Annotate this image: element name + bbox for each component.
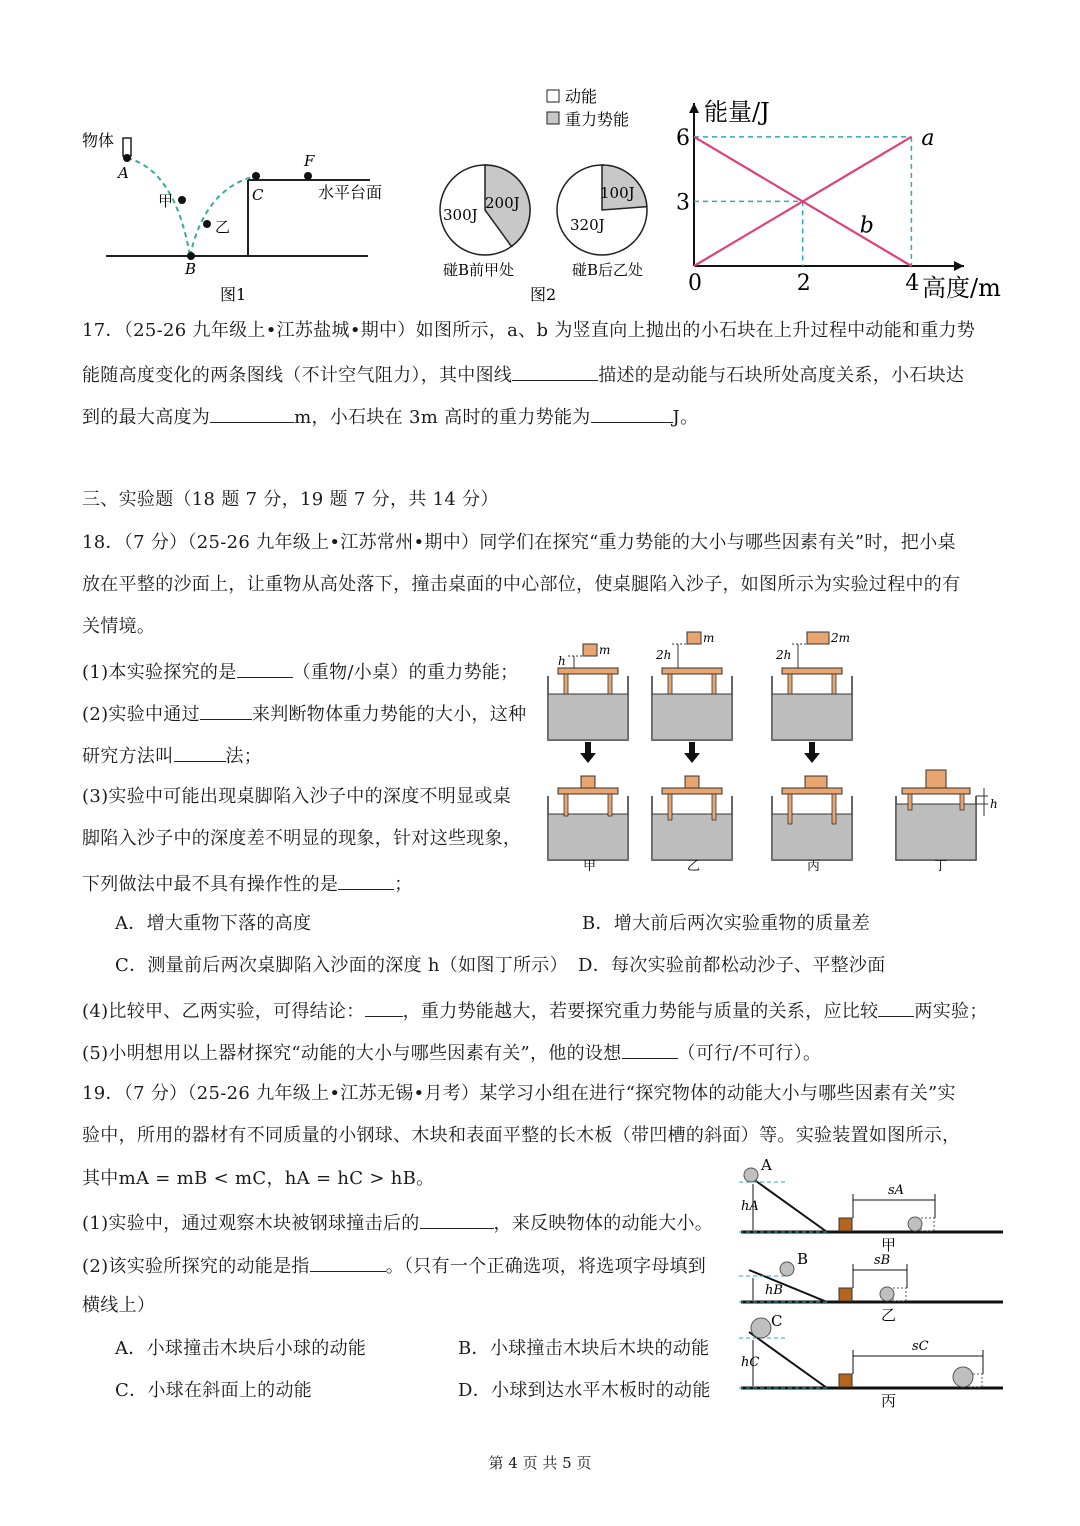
label-jia: 甲 — [158, 192, 174, 210]
q17-line3c: J。 — [672, 407, 699, 428]
x-tick-label: 2 — [796, 271, 811, 296]
point-C — [252, 172, 260, 180]
weight-block — [926, 770, 946, 788]
sand — [548, 694, 628, 740]
fig18-caption: 甲 — [583, 859, 597, 874]
fig2-caption: 图2 — [530, 285, 557, 304]
q18-sub3c — [82, 871, 413, 896]
mass-label: 2m — [831, 631, 851, 645]
q18-s3d: ； — [394, 874, 413, 895]
q17-line2b: 描述的是动能与石块所处高度关系，小石块达 — [598, 365, 965, 386]
fig18-caption: 乙 — [687, 859, 701, 874]
wood-block — [839, 1374, 852, 1387]
q18-blank-6[interactable] — [878, 998, 914, 1017]
object-box — [123, 138, 131, 156]
q18-s4a: (4)比较甲、乙两实验，可得结论： — [82, 1001, 365, 1022]
table-leg — [668, 674, 672, 694]
pie1-pe-label: 200J — [485, 194, 520, 212]
q18-blank-1[interactable] — [237, 659, 293, 678]
q18-s1a: (1)本实验探究的是 — [82, 662, 237, 683]
q19-blank-2[interactable] — [310, 1253, 386, 1272]
trajectory-2 — [190, 176, 256, 256]
fig19-caption: 乙 — [881, 1306, 897, 1324]
table-top — [558, 668, 618, 674]
steel-ball — [780, 1262, 794, 1276]
q19-line2: 验中，所用的器材有不同质量的小钢球、木块和表面平整的长木板（带凹槽的斜面）等。实验装置如图所示， — [82, 1125, 961, 1146]
y-axis-label: 能量/J — [704, 98, 770, 126]
weight-block — [685, 776, 699, 788]
label-object: 物体 — [82, 131, 115, 150]
label-platform: 水平台面 — [318, 183, 383, 202]
table-top — [662, 668, 722, 674]
q18-s1b: （重物/小桌）的重力势能； — [292, 662, 519, 683]
table-top — [902, 788, 970, 794]
q18-blank-3[interactable] — [174, 743, 226, 762]
q17-line1: 17．（25-26 九年级上•江苏盐城•期中）如图所示，a、b 为竖直向上抛出的小石块在上升过程中动能和重力势 — [82, 320, 976, 341]
sand — [896, 804, 976, 860]
ball-label: C — [771, 1312, 783, 1330]
q18-s2b: 来判断物体重力势能的大小，这种 — [251, 704, 527, 725]
steel-ball — [744, 1168, 758, 1182]
q18-s2d: 法； — [225, 746, 263, 767]
figure-2 — [425, 80, 675, 310]
page-footer: 第 4 页 共 5 页 — [488, 1454, 592, 1472]
ball-end-position — [953, 1367, 973, 1387]
q19-sub2 — [82, 1253, 706, 1278]
table-top — [782, 788, 842, 794]
q17-line3 — [82, 404, 698, 429]
q19-option-b: B．小球撞击木块后木块的动能 — [458, 1338, 710, 1359]
label-C: C — [252, 186, 264, 204]
table-leg — [788, 794, 792, 824]
sand — [548, 814, 628, 860]
height-label: 2h — [776, 648, 792, 662]
label-B: B — [185, 260, 197, 278]
sand — [772, 814, 852, 860]
table-leg — [668, 794, 672, 820]
figure-19 — [735, 1158, 1010, 1416]
y-tick-label: 6 — [676, 125, 690, 151]
pie2-pe-label: 100J — [600, 184, 635, 202]
label-F: F — [304, 152, 315, 170]
legend-ke-swatch — [547, 90, 559, 102]
sand — [652, 694, 732, 740]
q17-blank-height[interactable] — [210, 404, 294, 423]
down-arrow-shaft — [809, 742, 815, 754]
ramp-line — [749, 1176, 827, 1232]
x-axis-arrow — [954, 261, 964, 271]
q19-line3: 其中mA = mB < mC，hA = hC > hB。 — [82, 1168, 435, 1189]
mass-label: m — [599, 643, 611, 657]
weight-block — [805, 776, 827, 788]
label-yi: 乙 — [215, 218, 231, 236]
sand — [772, 694, 852, 740]
q18-blank-7[interactable] — [622, 1040, 678, 1059]
q18-s3c: 下列做法中最不具有操作性的是 — [82, 874, 339, 895]
pie2-ke-label: 320J — [570, 216, 605, 234]
q19-s1a: (1)实验中，通过观察木块被钢球撞击后的 — [82, 1213, 420, 1234]
q18-blank-5[interactable] — [365, 998, 403, 1017]
table-leg — [832, 794, 836, 824]
q18-sub4 — [82, 998, 988, 1023]
q18-s5b: （可行/不可行）。 — [677, 1043, 822, 1064]
x-tick-label: 4 — [905, 271, 920, 296]
height-label: hB — [765, 1283, 783, 1298]
q17-line3a: 到的最大高度为 — [82, 407, 211, 428]
q18-line2: 放在平整的沙面上，让重物从高处落下，撞击桌面的中心部位，使桌腿陷入沙子，如图所示为实验过程中的有 — [82, 574, 961, 595]
down-arrow-head — [684, 753, 700, 763]
table-leg — [788, 674, 792, 694]
point-jia — [178, 196, 186, 204]
distance-label: sC — [912, 1339, 929, 1354]
down-arrow-shaft — [689, 742, 695, 754]
label-A: A — [118, 164, 129, 182]
q17-line2a: 能随高度变化的两条图线（不计空气阻力），其中图线 — [82, 365, 513, 386]
point-yi — [203, 220, 211, 228]
point-F — [304, 172, 312, 180]
q18-s5a: (5)小明想用以上器材探究“动能的大小与哪些因素有关”，他的设想 — [82, 1043, 622, 1064]
figure-1 — [80, 128, 400, 308]
height-label: hA — [741, 1199, 759, 1214]
table-leg — [960, 794, 964, 810]
ball-label: B — [797, 1250, 809, 1268]
ball-end-position — [908, 1217, 922, 1231]
legend-ke-label: 动能 — [565, 87, 598, 106]
q17-blank-energy[interactable] — [591, 404, 673, 423]
q18-blank-2[interactable] — [200, 701, 252, 720]
y-tick-label: 3 — [676, 190, 690, 216]
table-leg — [712, 674, 716, 694]
pie1-ke-label: 300J — [443, 206, 478, 224]
q18-sub2-cont — [82, 743, 262, 768]
depth-label: h — [990, 797, 998, 811]
fig18-caption: 丙 — [807, 859, 821, 874]
table-leg — [712, 794, 716, 820]
ball-end-position — [880, 1287, 894, 1301]
weight-block — [687, 632, 701, 644]
down-arrow-shaft — [585, 742, 591, 754]
q18-option-c: C．测量前后两次桌脚陷入沙面的深度 h（如图丁所示） — [115, 955, 568, 976]
block-end-position — [921, 1218, 934, 1231]
table-top — [558, 788, 618, 794]
table-leg — [908, 794, 912, 810]
table-leg — [608, 674, 612, 694]
q19-option-d: D．小球到达水平木板时的动能 — [458, 1380, 711, 1401]
q17-blank-line[interactable] — [512, 362, 598, 381]
point-A — [123, 154, 131, 162]
table-top — [782, 668, 842, 674]
pie2-caption: 碰B后乙处 — [572, 261, 644, 279]
pie1-caption: 碰B前甲处 — [443, 261, 515, 279]
series-label-b: b — [859, 213, 874, 239]
q19-s2a: (2)该实验所探究的动能是指 — [82, 1256, 310, 1277]
q18-sub3a: (3)实验中可能出现桌脚陷入沙子中的深度不明显或桌 — [82, 786, 511, 807]
q18-option-b: B．增大前后两次实验重物的质量差 — [582, 913, 871, 934]
down-arrow-head — [580, 753, 596, 763]
wood-block — [839, 1218, 852, 1231]
q19-line1: 19．（7 分）（25-26 九年级上•江苏无锡•月考）某学习小组在进行“探究物体的动能大小与哪些因素有关”实 — [82, 1083, 956, 1104]
q18-line1: 18．（7 分）（25-26 九年级上•江苏常州•期中）同学们在探究“重力势能的大小与哪些因素有关”时，把小桌 — [82, 532, 956, 553]
q19-blank-1[interactable] — [420, 1210, 494, 1229]
block-end-position — [893, 1288, 906, 1301]
weight-block — [581, 776, 595, 788]
q19-sub2-cont: 横线上） — [82, 1295, 156, 1316]
down-arrow-head — [804, 753, 820, 763]
series-label-a: a — [921, 125, 935, 151]
fig18-caption: 丁 — [934, 859, 948, 874]
point-B — [187, 252, 195, 260]
fig19-caption: 甲 — [881, 1236, 897, 1254]
legend-pe-swatch — [547, 112, 559, 124]
height-label: 2h — [656, 648, 672, 662]
q17-line2 — [82, 362, 964, 387]
mass-label: m — [703, 631, 715, 645]
table-leg — [608, 794, 612, 816]
wood-block — [839, 1288, 852, 1301]
weight-block — [583, 644, 597, 656]
q18-sub2 — [82, 701, 526, 726]
x-axis-label: 高度/m — [922, 274, 1001, 302]
q17-line3b: m，小石块在 3m 高时的重力势能为 — [294, 407, 591, 428]
table-leg — [564, 674, 568, 694]
height-label: h — [558, 654, 566, 668]
weight-block — [807, 632, 829, 644]
table-top — [662, 788, 722, 794]
ramp-line — [749, 1332, 827, 1388]
q18-option-a: A．增大重物下落的高度 — [115, 913, 312, 934]
q18-blank-4[interactable] — [338, 871, 394, 890]
figure-18 — [540, 620, 1010, 880]
table-leg — [832, 674, 836, 694]
q18-s4b: ，重力势能越大，若要探究重力势能与质量的关系，应比较 — [402, 1001, 879, 1022]
steel-ball — [751, 1318, 771, 1338]
q19-option-c: C．小球在斜面上的动能 — [115, 1380, 313, 1401]
q19-option-a: A．小球撞击木块后小球的动能 — [115, 1338, 367, 1359]
q18-sub1 — [82, 659, 518, 684]
ball-label: A — [761, 1156, 772, 1174]
pie-after-collision — [557, 165, 647, 255]
q19-s2b: 。（只有一个正确选项，将选项字母填到 — [385, 1256, 707, 1277]
distance-label: sB — [874, 1253, 891, 1268]
sand — [652, 814, 732, 860]
height-label: hC — [741, 1355, 760, 1370]
section-3-heading: 三、实验题（18 题 7 分，19 题 7 分，共 14 分） — [82, 489, 499, 510]
fig19-caption: 丙 — [881, 1392, 897, 1410]
q18-s4c: 两实验； — [914, 1001, 988, 1022]
q18-line3: 关情境。 — [82, 616, 156, 637]
energy-height-chart — [670, 92, 1001, 307]
distance-label: sA — [888, 1183, 905, 1198]
q18-sub3b: 脚陷入沙子中的深度差不明显的现象，针对这些现象， — [82, 828, 522, 849]
fig1-caption: 图1 — [220, 285, 247, 304]
y-axis-arrow — [689, 103, 699, 113]
q18-sub5 — [82, 1040, 821, 1065]
q18-s2c: 研究方法叫 — [82, 746, 174, 767]
table-leg — [564, 794, 568, 816]
legend-pe-label: 重力势能 — [565, 110, 630, 129]
q19-sub1 — [82, 1210, 713, 1235]
q18-s2a: (2)实验中通过 — [82, 704, 200, 725]
q19-s1b: ，来反映物体的动能大小。 — [493, 1213, 714, 1234]
q18-option-d: D．每次实验前都松动沙子、平整沙面 — [578, 955, 886, 976]
x-tick-label: 0 — [688, 271, 702, 296]
